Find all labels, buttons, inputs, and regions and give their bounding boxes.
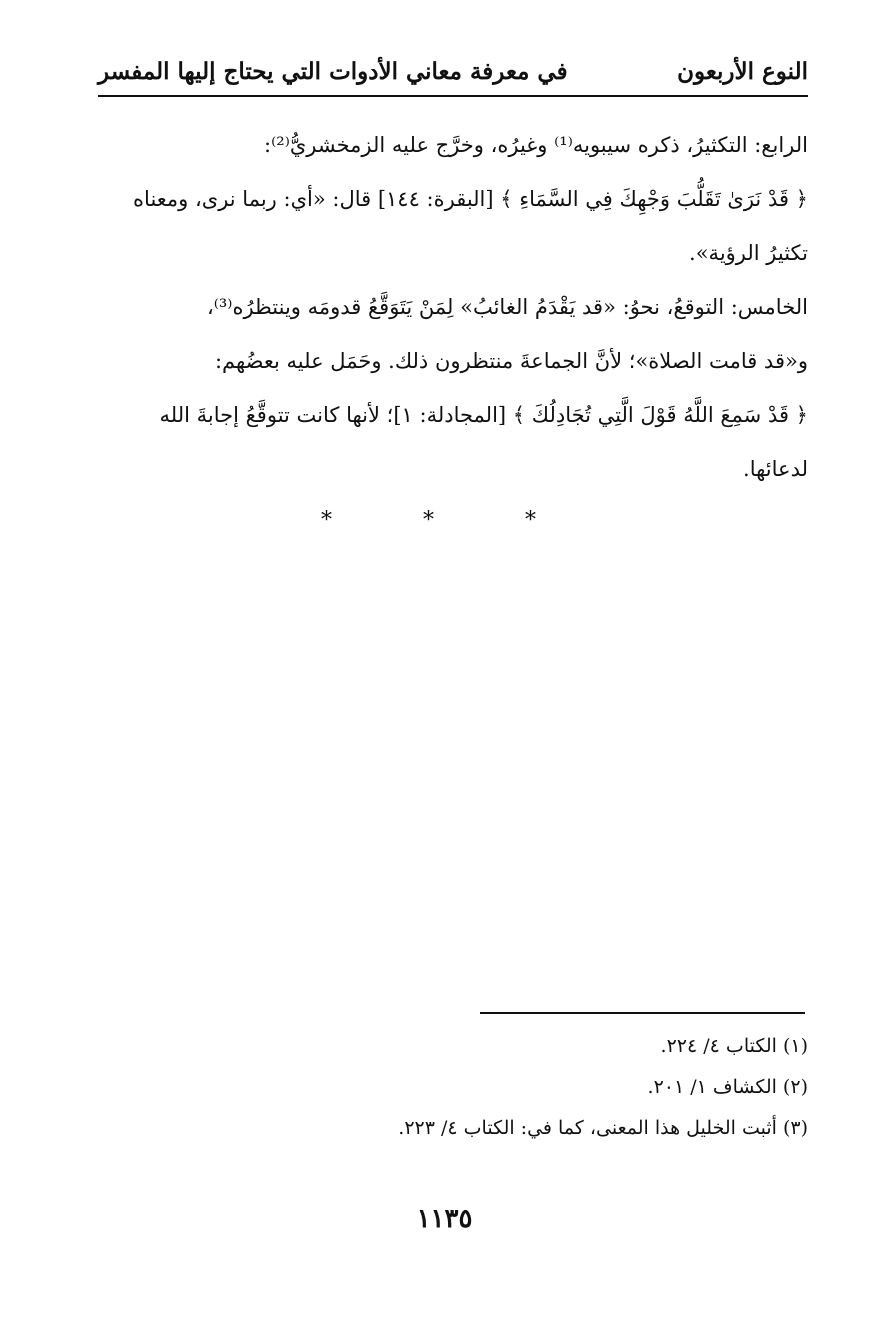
footnotes [98,1026,808,1149]
text-line: تكثيرُ الرؤية». [689,241,808,265]
header-divider [98,95,808,97]
footnote-3: (٣) أثبت الخليل هذا المعنى، كما في: الكتاب ٤/ ٢٢٣. [398,1117,808,1139]
text-line: و«قد قامت الصلاة»؛ لأنَّ الجماعةَ منتظرون ذلك. وحَمَل عليه بعضُهم: [214,349,808,373]
text-line-quran-verse: ﴿ قَدْ سَمِعَ اللَّهُ قَوْلَ الَّتِي تُجَادِلُكَ ﴾ [المجادلة: ١]؛ لأنها كانت تتوقَّعُ إجابةَ الله [159,403,808,427]
footnote-1: (١) الكتاب ٤/ ٢٢٤. [660,1035,808,1057]
asterisk-ornament: * [321,508,364,533]
footnote-divider [480,1012,805,1014]
text-line: الخامس: التوقعُ، نحوُ: «قد يَقْدَمُ الغائبُ» لِمَنْ يَتَوَقَّعُ قدومَه وينتظرُه⁽³⁾، [206,295,808,319]
page-number: ١١٣٥ [416,1204,473,1234]
main-text [98,118,808,496]
paragraph-fourth-meaning [98,118,808,280]
text-line: لدعائها. [743,457,808,481]
footnote-2: (٢) الكشاف ١/ ٢٠١. [647,1076,808,1098]
section-separator [0,508,889,533]
chapter-title: النوع الأربعون [677,58,808,85]
section-title: في معرفة معاني الأدوات التي يحتاج إليها المفسر [98,58,568,85]
paragraph-fifth-meaning [98,280,808,496]
text-line-quran-verse: ﴿ قَدْ نَرَىٰ تَقَلُّبَ وَجْهِكَ فِي السَّمَاءِ ﴾ [البقرة: ١٤٤] قال: «أي: ربما نرى، ومعناه [133,187,808,211]
running-header [98,54,808,94]
asterisk-ornament: * [525,508,568,533]
text-line: الرابع: التكثيرُ، ذكره سيبويه⁽¹⁾ وغيرُه، وخرَّج عليه الزمخشريُّ⁽²⁾: [264,133,808,157]
asterisk-ornament: * [423,508,466,533]
